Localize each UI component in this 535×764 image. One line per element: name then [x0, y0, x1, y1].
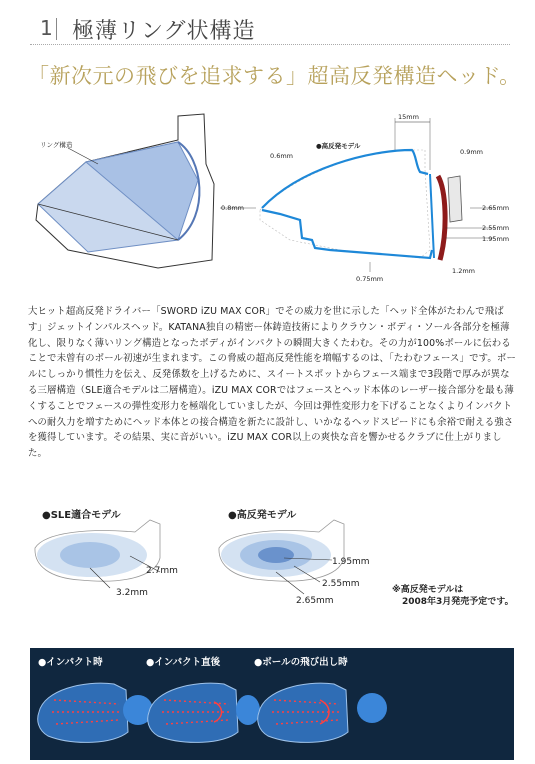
impact-frame-2 [148, 683, 260, 742]
dim-0.9mm: 0.9mm [460, 148, 484, 156]
release-note-line1: ※高反発モデルは [392, 585, 464, 595]
impact-label-2: ●インパクト直後 [146, 657, 221, 668]
high-model-label: ●高反発モデル [316, 142, 361, 150]
ring-structure-illustration [28, 100, 228, 275]
dim-0.8mm: 0.8mm [221, 204, 245, 212]
header-rule [30, 44, 510, 45]
dim-2.55mm: 2.55mm [482, 224, 510, 232]
high-dim-2.55mm: 2.55mm [322, 579, 360, 589]
dim-0.6mm: 0.6mm [270, 152, 294, 160]
dim-2.65mm: 2.65mm [482, 204, 510, 212]
section-divider [56, 18, 57, 40]
release-note-line2: 2008年3月発売予定です。 [402, 597, 514, 607]
cross-section-diagram [220, 110, 520, 285]
section-title: 極薄リング状構造 [72, 19, 256, 44]
high-dim-2.65mm: 2.65mm [296, 596, 334, 606]
impact-frame-3 [258, 683, 387, 742]
impact-illustrations [34, 670, 512, 756]
sle-dim-3.2mm: 3.2mm [116, 588, 148, 598]
impact-label-1: ●インパクト時 [38, 657, 103, 668]
dim-1.2mm: 1.2mm [452, 267, 476, 275]
sle-face-diagram [30, 518, 170, 593]
dim-0.75mm: 0.75mm [356, 275, 384, 283]
high-dim-1.95mm: 1.95mm [332, 557, 370, 567]
impact-frame-1 [38, 683, 153, 742]
ring-structure-label: リング構造 [40, 141, 73, 149]
high-model-title: ●高反発モデル [228, 510, 297, 521]
impact-label-3: ●ボールの飛び出し時 [254, 657, 348, 668]
section-number: 1 [40, 16, 55, 40]
headline: 「新次元の飛びを追求する」超高反発構造ヘッド。 [28, 64, 521, 88]
body-paragraph: 大ヒット超高反発ドライバー「SWORD iZU MAX COR」でその威力を世に示した「ヘッド全体がたわんで飛ばす」ジェットインパルスヘッド。KATANA独自の精密ー体鋳造技術によりクラウン・ボディ・ソール各部分を極薄化し、限りなく薄いリング構造となったボディがインパクトの瞬間大きくたわむ。その力が100%ボールに伝わることで未曾有のボール初速が生まれます。この脅威の超高反発性能を増幅するのは、「たわむフェース」です。ボールにしっかり慣性力を伝え、反発係数を上げるために、スイートスポットからフェース端まで3段階で厚みが異なる三層構造（SLE適合モデルは二層構造）。iZU MAX CORではフェースとヘッド本体のレーザー接合部分を最も薄くすることでフェースの弾性変形力を極端化していましたが、今回は弾性変形力を下げることなくよりインパクトへの耐久力を増すためにヘッド本体との接合構造を新たに設計し、いかなるヘッドスピードにも余裕で耐える強さを獲得しています。その結果、実に音がいい。iZU MAX COR以上の爽快な音を響かせるクラブに仕上がりました。 [28, 306, 516, 460]
dim-15mm: 15mm [398, 113, 419, 121]
sle-model-title: ●SLE適合モデル [42, 510, 121, 521]
release-note [392, 584, 514, 608]
dim-1.95mm: 1.95mm [482, 235, 510, 243]
sle-dim-2.7mm: 2.7mm [146, 566, 178, 576]
